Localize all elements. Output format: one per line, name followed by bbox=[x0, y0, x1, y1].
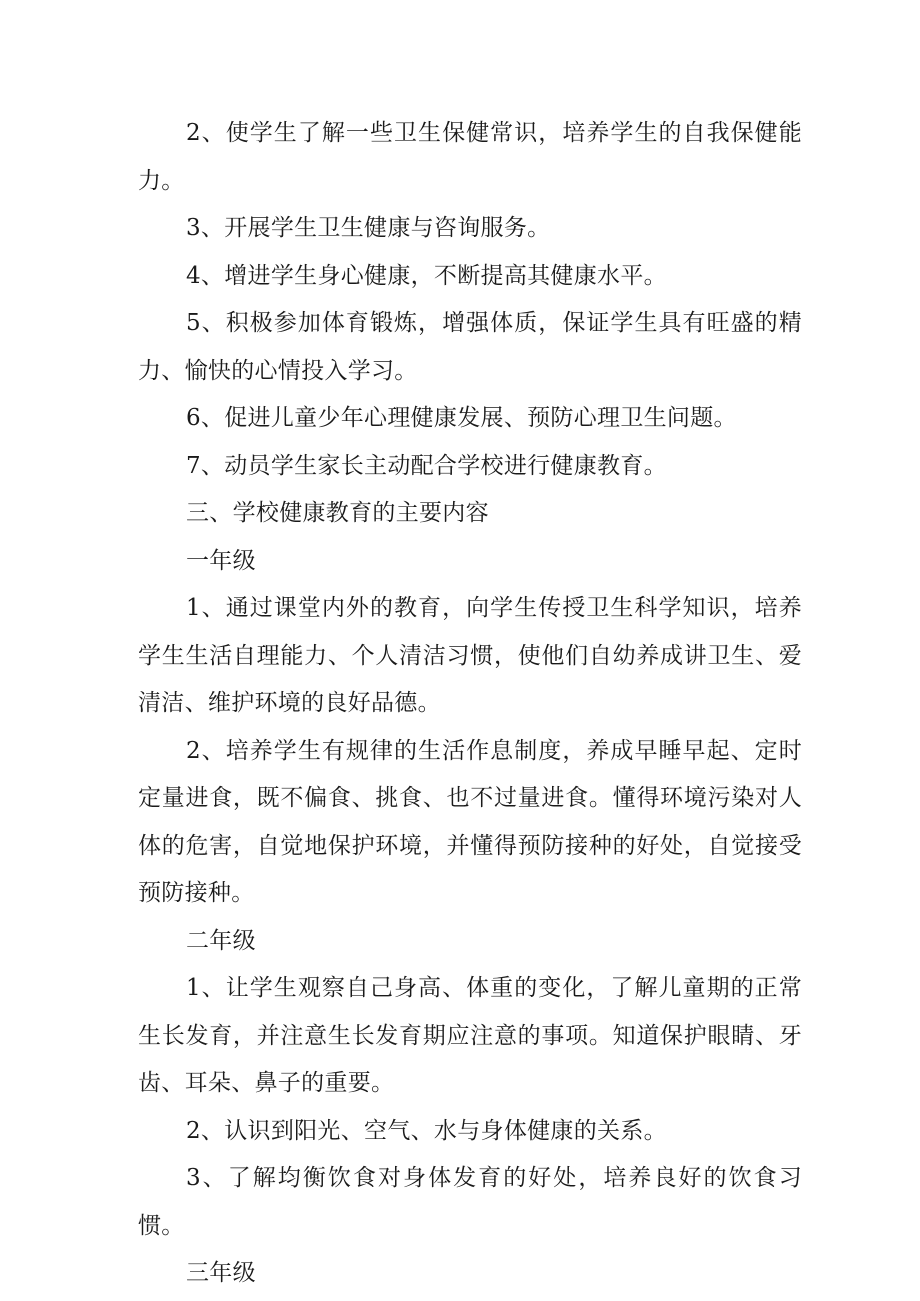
grade2-item-1: 1、让学生观察自己身高、体重的变化，了解儿童期的正常生长发育，并注意生长发育期应注意的事项。知道保护眼睛、牙齿、耳朵、鼻子的重要。 bbox=[138, 975, 802, 1096]
grade-heading-first: 一年级 bbox=[186, 547, 256, 574]
document-body bbox=[138, 110, 802, 1298]
item-6-psychological-health: 6、促进儿童少年心理健康发展、预防心理卫生问题。 bbox=[186, 405, 737, 431]
grade2-item-2: 2、认识到阳光、空气、水与身体健康的关系。 bbox=[186, 1117, 667, 1144]
grade1-item-1: 1、通过课堂内外的教育，向学生传授卫生科学知识，培养学生生活自理能力、个人清洁习惯，使他们自幼养成讲卫生、爱清洁、维护环境的良好品德。 bbox=[138, 595, 802, 716]
item-7-parent-cooperation: 7、动员学生家长主动配合学校进行健康教育。 bbox=[186, 452, 667, 479]
item-3-health-consulting: 3、开展学生卫生健康与咨询服务。 bbox=[186, 215, 551, 241]
grade-heading-third: 三年级 bbox=[186, 1260, 256, 1286]
section-heading-main-content: 三、学校健康教育的主要内容 bbox=[186, 500, 489, 526]
item-4-physical-mental-health: 4、增进学生身心健康，不断提高其健康水平。 bbox=[186, 262, 667, 289]
grade-heading-second: 二年级 bbox=[186, 927, 256, 954]
grade2-item-3: 3、了解均衡饮食对身体发育的好处，培养良好的饮食习惯。 bbox=[138, 1165, 802, 1239]
grade1-item-2: 2、培养学生有规律的生活作息制度，养成早睡早起、定时定量进食，既不偏食、挑食、也不过量进食。懂得环境污染对人体的危害，自觉地保护环境，并懂得预防接种的好处，自觉接受预防接种。 bbox=[138, 737, 802, 906]
item-5-physical-exercise: 5、积极参加体育锻炼，增强体质，保证学生具有旺盛的精力、愉快的心情投入学习。 bbox=[138, 310, 802, 384]
item-2-health-knowledge: 2、使学生了解一些卫生保健常识，培养学生的自我保健能力。 bbox=[138, 120, 802, 194]
